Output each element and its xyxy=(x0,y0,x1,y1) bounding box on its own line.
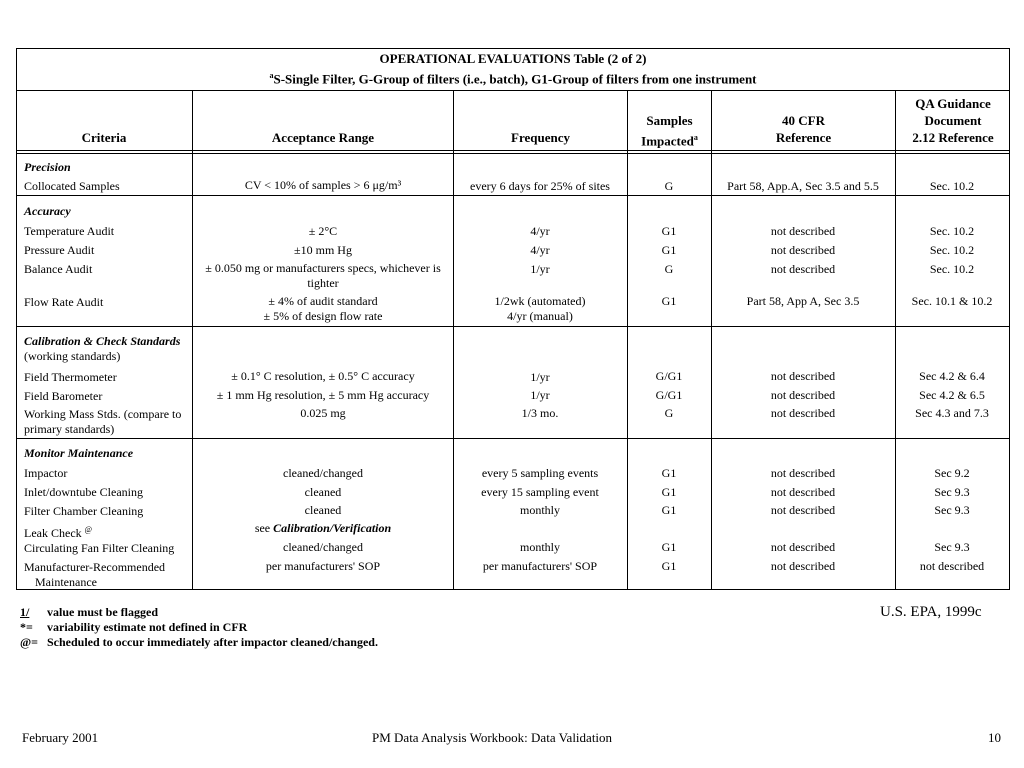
section-divider-accuracy xyxy=(16,326,1010,327)
row-acceptance: 0.025 mg xyxy=(300,406,346,420)
row-acceptance-line1: ± 4% of audit standard xyxy=(268,294,378,308)
table-title-line2 xyxy=(16,67,1010,87)
header-acceptance: Acceptance Range xyxy=(271,130,375,145)
row-criteria-line2: Maintenance xyxy=(35,575,97,589)
footnote-text: variability estimate not defined in CFR xyxy=(47,620,248,634)
row-cfr: not described xyxy=(770,369,836,383)
row-qa: Sec 4.2 & 6.5 xyxy=(919,388,985,402)
row-qa: Sec. 10.2 xyxy=(929,224,975,238)
row-acceptance-italic: Calibration/Verification xyxy=(273,521,392,535)
row-acceptance: ± 2°C xyxy=(308,224,338,238)
row-acceptance: cleaned xyxy=(304,503,342,517)
section-subtitle-calibration: (working standards) xyxy=(24,349,121,363)
row-samples: G/G1 xyxy=(655,388,683,402)
row-acceptance xyxy=(194,294,452,324)
header-qa-line2: Document xyxy=(924,113,982,128)
row-cfr: not described xyxy=(770,503,836,517)
section-divider-calibration xyxy=(16,438,1010,439)
section-divider-precision xyxy=(16,195,1010,196)
row-acceptance: cleaned xyxy=(304,485,342,499)
row-acceptance: see Calibration/Verification xyxy=(254,521,392,535)
row-acceptance: CV < 10% of samples > 6 μg/m³ xyxy=(244,178,402,192)
footnote xyxy=(20,605,158,620)
table-title-superscript: a xyxy=(269,71,274,80)
row-frequency: 4/yr xyxy=(530,224,550,238)
row-criteria: Filter Chamber Cleaning xyxy=(24,504,144,518)
row-cfr: not described xyxy=(770,406,836,420)
footnote xyxy=(20,635,378,650)
section-title-accuracy: Accuracy xyxy=(24,204,71,218)
footnote-symbol: 1/ xyxy=(20,605,30,619)
row-criteria-line1: Manufacturer-Recommended xyxy=(24,560,166,574)
row-acceptance: per manufacturers' SOP xyxy=(265,559,381,573)
row-cfr: Part 58, App.A, Sec 3.5 and 5.5 xyxy=(727,179,879,193)
header-criteria: Criteria xyxy=(81,130,127,145)
row-frequency xyxy=(454,294,626,324)
footnote xyxy=(20,620,247,635)
row-criteria: Pressure Audit xyxy=(24,243,95,257)
row-qa: Sec 9.2 xyxy=(934,466,970,480)
row-cfr: not described xyxy=(770,540,836,554)
row-frequency-line2: 4/yr (manual) xyxy=(507,309,573,323)
col-divider-1 xyxy=(192,90,193,590)
row-cfr: Part 58, App A, Sec 3.5 xyxy=(746,294,860,308)
row-samples: G1 xyxy=(661,485,677,499)
row-cfr: not described xyxy=(770,224,836,238)
row-acceptance: ±10 mm Hg xyxy=(294,243,352,257)
row-qa: Sec. 10.2 xyxy=(929,179,975,193)
header-cfr-line1: 40 CFR xyxy=(782,113,825,128)
header-divider xyxy=(16,150,1010,151)
row-frequency: 4/yr xyxy=(530,243,550,257)
row-acceptance: ± 0.050 mg or manufacturers specs, whichever is tighter xyxy=(205,261,441,290)
row-samples: G xyxy=(664,179,674,193)
header-cfr-line2: Reference xyxy=(775,130,832,145)
header-samples-line1: Samples xyxy=(646,113,693,128)
row-criteria: Circulating Fan Filter Cleaning xyxy=(24,541,175,555)
row-frequency: 1/3 mo. xyxy=(521,406,559,420)
row-acceptance: cleaned/changed xyxy=(283,540,363,554)
footnote-symbol: *= xyxy=(20,620,33,634)
row-samples: G xyxy=(664,262,674,276)
source-citation: U.S. EPA, 1999c xyxy=(880,604,982,620)
section-title-maintenance: Monitor Maintenance xyxy=(24,446,134,460)
row-frequency: 1/yr xyxy=(530,370,550,384)
row-samples: G1 xyxy=(661,503,677,517)
row-frequency: every 6 days for 25% of sites xyxy=(470,179,610,193)
footer-date: February 2001 xyxy=(22,730,99,745)
title-divider xyxy=(16,90,1010,91)
row-samples: G1 xyxy=(661,466,677,480)
header-qa-line3: 2.12 Reference xyxy=(912,130,994,145)
row-criteria: Impactor xyxy=(24,466,68,480)
row-criteria: Collocated Samples xyxy=(24,179,120,193)
row-qa: Sec. 10.2 xyxy=(929,262,975,276)
table-title-line1: OPERATIONAL EVALUATIONS Table (2 of 2) xyxy=(379,51,647,66)
row-frequency: 1/yr xyxy=(530,262,550,276)
row-samples: G1 xyxy=(661,540,677,554)
row-qa: Sec 9.3 xyxy=(934,503,970,517)
row-frequency: monthly xyxy=(519,540,560,554)
row-samples: G1 xyxy=(661,243,677,257)
row-cfr: not described xyxy=(770,466,836,480)
row-samples: G1 xyxy=(661,294,677,308)
row-acceptance: ± 0.1° C resolution, ± 0.5° C accuracy xyxy=(231,369,415,383)
row-qa: Sec. 10.1 & 10.2 xyxy=(911,294,993,308)
header-cfr xyxy=(712,112,895,146)
row-acceptance-line2: ± 5% of design flow rate xyxy=(263,309,383,323)
row-frequency: per manufacturers' SOP xyxy=(482,559,598,573)
row-samples: G/G1 xyxy=(655,369,683,383)
footer-page-number: 10 xyxy=(988,730,1001,745)
row-acceptance: cleaned/changed xyxy=(283,466,363,480)
row-criteria: Field Thermometer xyxy=(24,370,117,384)
row-cfr: not described xyxy=(770,262,836,276)
row-frequency-line1: 1/2wk (automated) xyxy=(494,294,586,308)
row-criteria: Inlet/downtube Cleaning xyxy=(24,485,143,499)
section-title-precision: Precision xyxy=(24,160,71,174)
row-qa: Sec 9.3 xyxy=(934,540,970,554)
row-qa: Sec. 10.2 xyxy=(929,243,975,257)
header-samples xyxy=(628,112,711,149)
footnote-text: Scheduled to occur immediately after impactor cleaned/changed. xyxy=(47,635,378,649)
table-title xyxy=(16,50,1010,87)
footnote-text: value must be flagged xyxy=(47,605,158,619)
table-title-legend: S-Single Filter, G-Group of filters (i.e., batch), G1-Group of filters from one instrument xyxy=(273,71,757,87)
header-qa-line1: QA Guidance xyxy=(915,96,991,111)
header-qa xyxy=(896,95,1010,146)
footer-workbook-title: PM Data Analysis Workbook: Data Validation xyxy=(372,730,613,745)
header-samples-superscript: a xyxy=(693,133,698,142)
row-criteria: Working Mass Stds. (compare to primary standards) xyxy=(24,407,182,436)
row-qa: Sec 4.2 & 6.4 xyxy=(919,369,985,383)
row-qa: Sec 4.3 and 7.3 xyxy=(915,406,989,420)
row-criteria: Field Barometer xyxy=(24,389,103,403)
row-samples: G1 xyxy=(661,559,677,573)
row-qa: not described xyxy=(919,559,985,573)
row-frequency: monthly xyxy=(519,503,560,517)
section-title-calibration: Calibration & Check Standards xyxy=(24,334,181,348)
footnote-symbol: @= xyxy=(20,635,38,649)
row-samples: G1 xyxy=(661,224,677,238)
row-criteria: Leak Check @ xyxy=(24,525,93,540)
row-criteria: Temperature Audit xyxy=(24,224,115,238)
row-criteria: Flow Rate Audit xyxy=(24,295,104,309)
row-qa: Sec 9.3 xyxy=(934,485,970,499)
row-frequency: every 15 sampling event xyxy=(481,485,599,499)
row-frequency: 1/yr xyxy=(530,388,550,402)
row-samples: G xyxy=(664,406,674,420)
header-frequency: Frequency xyxy=(511,130,570,145)
row-cfr: not described xyxy=(770,485,836,499)
row-cfr: not described xyxy=(770,559,836,573)
row-frequency: every 5 sampling events xyxy=(481,466,599,480)
row-cfr: not described xyxy=(770,388,836,402)
row-criteria-superscript: @ xyxy=(84,525,93,534)
row-criteria xyxy=(24,560,192,590)
header-divider-2 xyxy=(16,153,1010,154)
row-criteria: Balance Audit xyxy=(24,262,93,276)
row-acceptance: ± 1 mm Hg resolution, ± 5 mm Hg accuracy xyxy=(216,388,430,402)
row-cfr: not described xyxy=(770,243,836,257)
header-samples-line2: Impacted$^a$ xyxy=(641,133,698,149)
